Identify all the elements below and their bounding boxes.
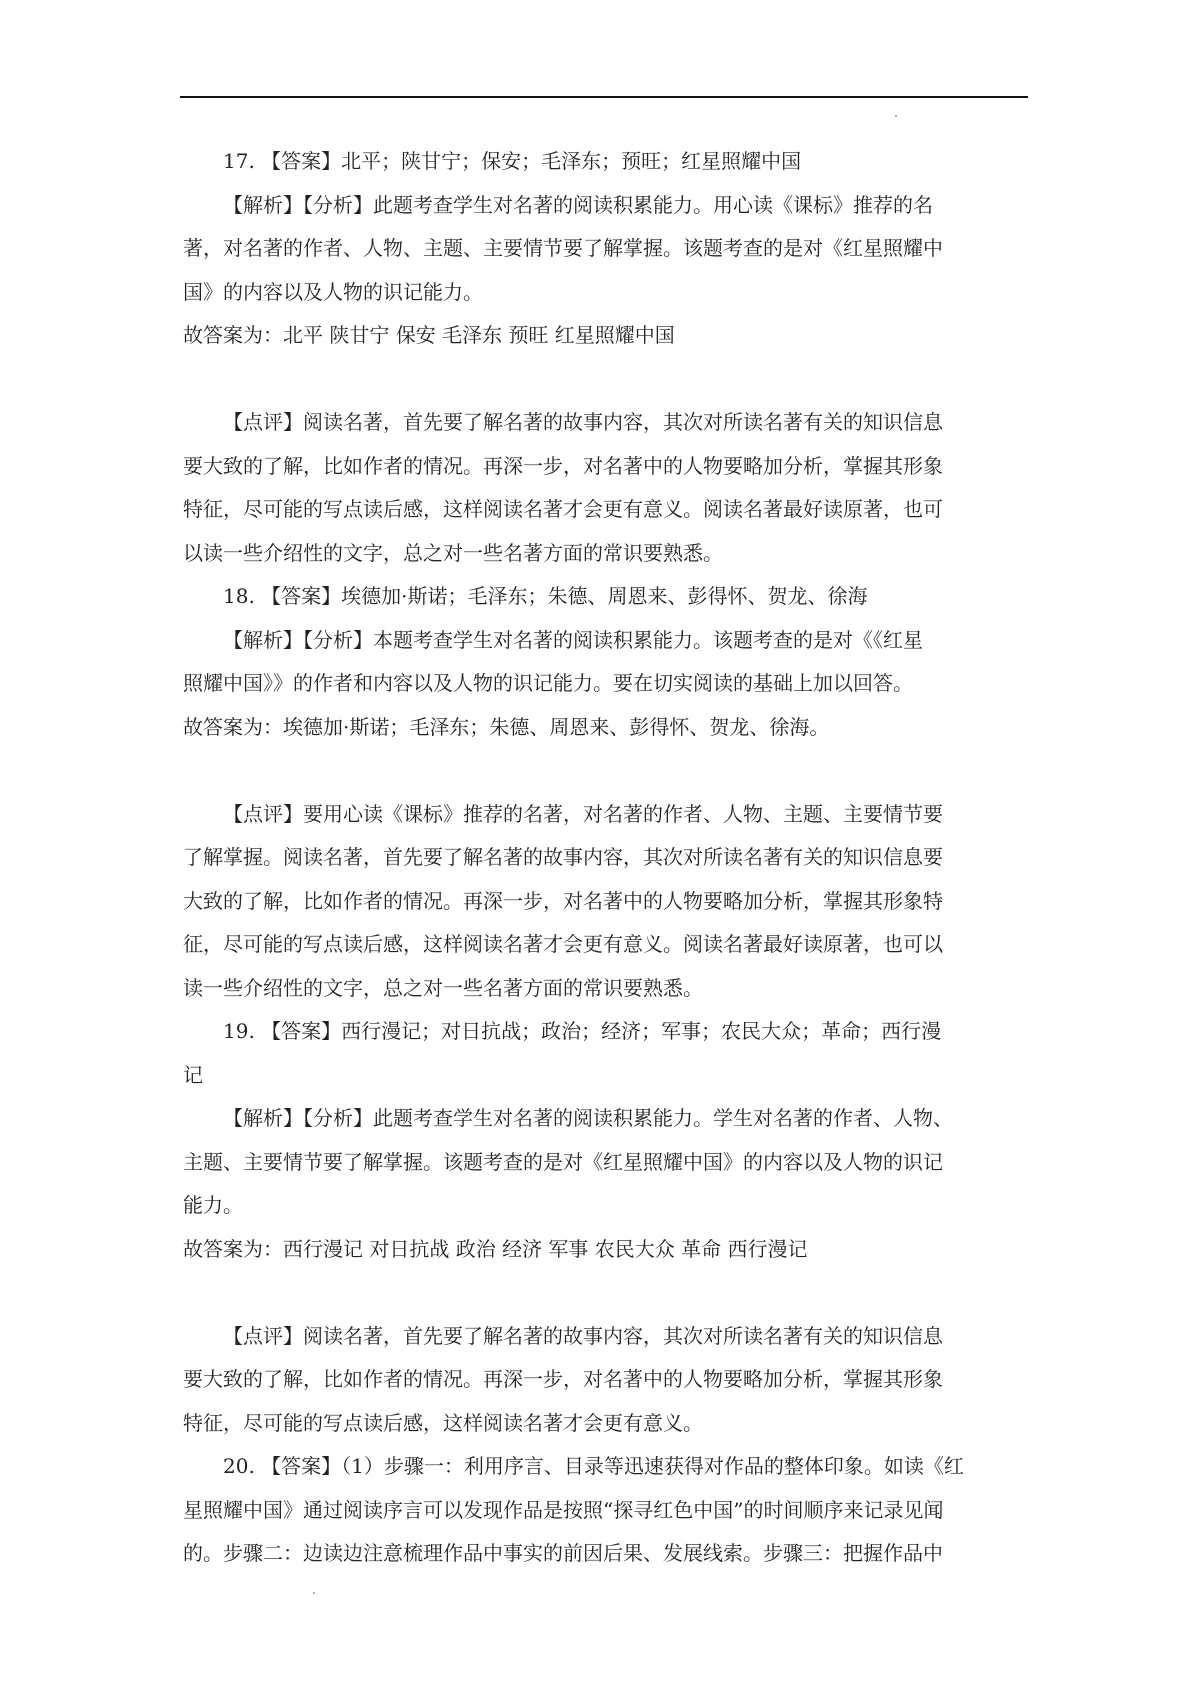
text-line: 的。步骤二：边读边注意梳理作品中事实的前因后果、发展线索。步骤三：把握作品中 bbox=[183, 1541, 943, 1565]
text-line: 要大致的了解，比如作者的情况。再深一步，对名著中的人物要略加分析，掌握其形象 bbox=[183, 453, 943, 478]
document-body bbox=[183, 140, 1028, 1576]
blank-line bbox=[183, 358, 1028, 402]
text-line: 主题、主要情节要了解掌握。该题考查的是对《红星照耀中国》的内容以及人物的识记 bbox=[183, 1149, 943, 1174]
text-line: 【解析】【分析】此题考查学生对名著的阅读积累能力。用心读《课标》推荐的名 bbox=[223, 192, 933, 217]
text-line: 星照耀中国》通过阅读序言可以发现作品是按照“探寻红色中国”的时间顺序来记录见闻 bbox=[183, 1497, 944, 1522]
text-line: 了解掌握。阅读名著，首先要了解名著的故事内容，其次对所读名著有关的知识信息要 bbox=[183, 845, 943, 869]
text-line: 【点评】阅读名著，首先要了解名著的故事内容，其次对所读名著有关的知识信息 bbox=[223, 410, 943, 434]
scan-dot bbox=[895, 115, 897, 117]
text-line: 18. 【答案】埃德加·斯诺；毛泽东；朱德、周恩来、彭得怀、贺龙、徐海 bbox=[223, 584, 868, 608]
text-line: 特征，尽可能的写点读后感，这样阅读名著才会更有意义。 bbox=[183, 1410, 703, 1435]
text-line: 照耀中国》》的作者和内容以及人物的识记能力。要在切实阅读的基础上加以回答。 bbox=[183, 671, 913, 695]
blank-line bbox=[183, 1271, 1028, 1315]
header-rule bbox=[180, 96, 1028, 98]
text-line: 以读一些介绍性的文字，总之对一些名著方面的常识要熟悉。 bbox=[183, 540, 723, 565]
text-line: 17. 【答案】北平；陕甘宁；保安；毛泽东；预旺；红星照耀中国 bbox=[223, 149, 802, 173]
text-line: 能力。 bbox=[183, 1193, 243, 1217]
text-line: 国》的内容以及人物的识记能力。 bbox=[183, 279, 483, 304]
text-line: 【解析】【分析】此题考查学生对名著的阅读积累能力。学生对名著的作者、人物、 bbox=[223, 1106, 953, 1130]
text-line: 【点评】要用心读《课标》推荐的名著，对名著的作者、人物、主题、主要情节要 bbox=[223, 801, 943, 826]
text-line: 19. 【答案】西行漫记；对日抗战；政治；经济；军事；农民大众；革命；西行漫 bbox=[223, 1019, 942, 1043]
scan-dot bbox=[313, 1592, 315, 1594]
text-line: 特征，尽可能的写点读后感，这样阅读名著才会更有意义。阅读名著最好读原著，也可 bbox=[183, 497, 943, 521]
text-line: 故答案为：西行漫记 对日抗战 政治 经济 军事 农民大众 革命 西行漫记 bbox=[183, 1236, 808, 1261]
text-line: 【解析】【分析】本题考查学生对名著的阅读积累能力。该题考查的是对《《红星 bbox=[223, 627, 923, 652]
text-line: 读一些介绍性的文字，总之对一些名著方面的常识要熟悉。 bbox=[183, 975, 703, 1000]
blank-line bbox=[183, 749, 1028, 793]
text-line: 著，对名著的作者、人物、主题、主要情节要了解掌握。该题考查的是对《红星照耀中 bbox=[183, 236, 943, 260]
text-line: 要大致的了解，比如作者的情况。再深一步，对名著中的人物要略加分析，掌握其形象 bbox=[183, 1367, 943, 1391]
text-line: 故答案为：北平 陕甘宁 保安 毛泽东 预旺 红星照耀中国 bbox=[183, 323, 675, 347]
text-line: 记 bbox=[183, 1062, 203, 1087]
text-line: 【点评】阅读名著，首先要了解名著的故事内容，其次对所读名著有关的知识信息 bbox=[223, 1323, 943, 1348]
text-line: 20. 【答案】（1）步骤一：利用序言、目录等迅速获得对作品的整体印象。如读《红 bbox=[223, 1454, 964, 1478]
text-line: 大致的了解，比如作者的情况。再深一步，对名著中的人物要略加分析，掌握其形象特 bbox=[183, 888, 943, 913]
text-line: 征，尽可能的写点读后感，这样阅读名著才会更有意义。阅读名著最好读原著，也可以 bbox=[183, 932, 943, 956]
text-line: 故答案为：埃德加·斯诺；毛泽东；朱德、周恩来、彭得怀、贺龙、徐海。 bbox=[183, 714, 830, 739]
